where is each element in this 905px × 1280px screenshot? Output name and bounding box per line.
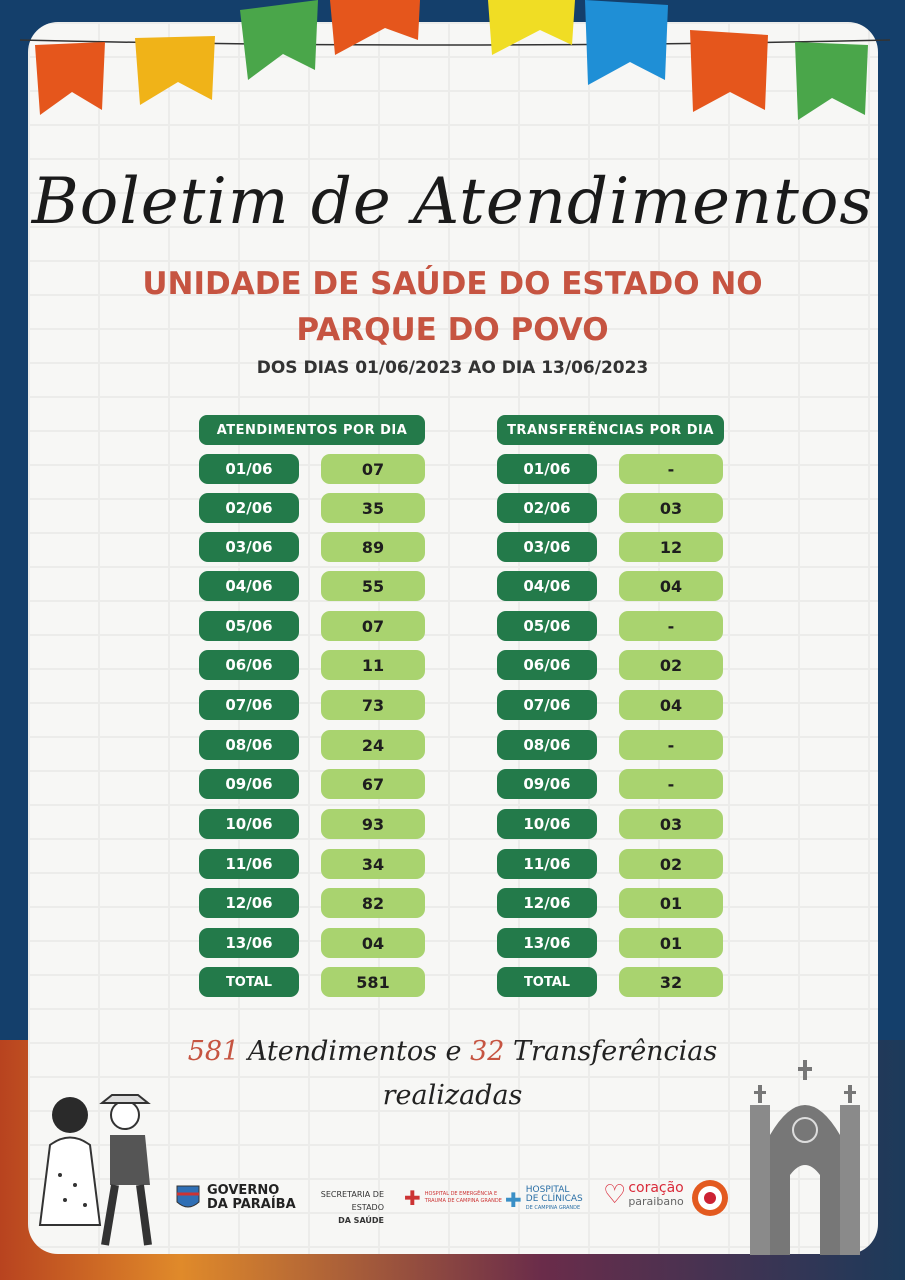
hosp2-line-1: HOSPITAL xyxy=(525,1185,570,1195)
summary-transfers-count: 32 xyxy=(470,1036,505,1067)
hosp2-line-3: DE CAMPINA GRANDE xyxy=(525,1205,581,1211)
fire-department-badge-icon xyxy=(690,1178,730,1218)
attendances-date-cell: 03/06 xyxy=(199,532,299,562)
transfers-value-cell: - xyxy=(619,769,723,799)
attendances-date-cell: TOTAL xyxy=(199,967,299,997)
date-range: DOS DIAS 01/06/2023 AO DIA 13/06/2023 xyxy=(256,358,649,378)
attendances-value-cell: 82 xyxy=(321,888,425,918)
attendances-date-cell: 02/06 xyxy=(199,493,299,523)
attendances-value-cell: 11 xyxy=(321,650,425,680)
transfers-date-cell: 07/06 xyxy=(497,690,597,720)
transfers-date-cell: 13/06 xyxy=(497,928,597,958)
transfers-value-cell: 32 xyxy=(619,967,723,997)
transfers-value-cell: - xyxy=(619,454,723,484)
summary-text-1: Atendimentos e xyxy=(239,1036,471,1067)
attendances-value-cell: 93 xyxy=(321,809,425,839)
dancing-couple-illustration xyxy=(20,1085,170,1255)
transfers-value-cell: 04 xyxy=(619,690,723,720)
coracao-line-2: paraibano xyxy=(628,1195,684,1208)
gov-line-1: GOVERNO xyxy=(207,1183,280,1198)
transfers-value-cell: 04 xyxy=(619,571,723,601)
attendances-date-cell: 07/06 xyxy=(199,690,299,720)
transfers-date-cell: 06/06 xyxy=(497,650,597,680)
paraiba-flag-icon xyxy=(175,1184,201,1212)
transfers-value-cell: 02 xyxy=(619,849,723,879)
coracao-paraibano-logo xyxy=(603,1180,684,1210)
attendances-value-cell: 24 xyxy=(321,730,425,760)
attendances-date-cell: 06/06 xyxy=(199,650,299,680)
transfers-date-cell: 05/06 xyxy=(497,611,597,641)
transfers-date-cell: 12/06 xyxy=(497,888,597,918)
bulletin-title: Boletim de Atendimentos xyxy=(31,165,874,239)
transfers-value-cell: - xyxy=(619,611,723,641)
summary-line-2: realizadas xyxy=(382,1080,523,1111)
attendances-value-cell: 07 xyxy=(321,611,425,641)
transfers-date-cell: 11/06 xyxy=(497,849,597,879)
attendances-date-cell: 08/06 xyxy=(199,730,299,760)
attendances-date-cell: 05/06 xyxy=(199,611,299,641)
attendances-date-cell: 12/06 xyxy=(199,888,299,918)
festive-bunting-flags xyxy=(0,0,905,130)
medical-cross-icon: ✚ xyxy=(404,1186,421,1210)
attendances-value-cell: 04 xyxy=(321,928,425,958)
transfers-value-cell: 01 xyxy=(619,928,723,958)
attendances-value-cell: 35 xyxy=(321,493,425,523)
transfers-value-cell: - xyxy=(619,730,723,760)
sec-line-1: SECRETARIA DE ESTADO xyxy=(320,1190,384,1212)
right-table-header: TRANSFERÊNCIAS POR DIA xyxy=(497,415,724,445)
transfers-date-cell: 04/06 xyxy=(497,571,597,601)
attendances-date-cell: 01/06 xyxy=(199,454,299,484)
summary-text-2: Transferências xyxy=(504,1036,718,1067)
attendances-value-cell: 67 xyxy=(321,769,425,799)
attendances-value-cell: 89 xyxy=(321,532,425,562)
gov-line-2: DA PARAÍBA xyxy=(207,1197,296,1212)
subtitle-line-2: PARQUE DO POVO xyxy=(296,312,609,348)
summary-attendances-count: 581 xyxy=(187,1036,240,1067)
coracao-line-1: coração xyxy=(628,1180,684,1196)
transfers-date-cell: 01/06 xyxy=(497,454,597,484)
transfers-value-cell: 03 xyxy=(619,809,723,839)
governo-paraiba-logo xyxy=(175,1184,296,1212)
heart-icon: ♡ xyxy=(603,1180,627,1210)
subtitle-line-1: UNIDADE DE SAÚDE DO ESTADO NO xyxy=(142,266,763,302)
attendances-date-cell: 13/06 xyxy=(199,928,299,958)
attendances-date-cell: 09/06 xyxy=(199,769,299,799)
secretaria-saude-logo xyxy=(292,1188,384,1227)
transfers-date-cell: 08/06 xyxy=(497,730,597,760)
attendances-date-cell: 04/06 xyxy=(199,571,299,601)
attendances-value-cell: 581 xyxy=(321,967,425,997)
transfers-date-cell: 02/06 xyxy=(497,493,597,523)
attendances-value-cell: 07 xyxy=(321,454,425,484)
transfers-date-cell: 09/06 xyxy=(497,769,597,799)
hosp2-line-2: DE CLÍNICAS xyxy=(525,1194,583,1204)
transfers-date-cell: 03/06 xyxy=(497,532,597,562)
hospital-clinicas-logo xyxy=(505,1186,583,1213)
attendances-value-cell: 34 xyxy=(321,849,425,879)
transfers-value-cell: 12 xyxy=(619,532,723,562)
attendances-value-cell: 55 xyxy=(321,571,425,601)
transfers-value-cell: 01 xyxy=(619,888,723,918)
attendances-date-cell: 11/06 xyxy=(199,849,299,879)
transfers-value-cell: 03 xyxy=(619,493,723,523)
attendances-value-cell: 73 xyxy=(321,690,425,720)
transfers-date-cell: TOTAL xyxy=(497,967,597,997)
church-illustration xyxy=(740,1055,870,1255)
hospital-trauma-logo xyxy=(404,1186,507,1210)
attendances-date-cell: 10/06 xyxy=(199,809,299,839)
sec-line-2: DA SAÚDE xyxy=(338,1216,384,1225)
left-table-header: ATENDIMENTOS POR DIA xyxy=(199,415,425,445)
transfers-value-cell: 02 xyxy=(619,650,723,680)
hosp1-text: HOSPITAL DE EMERGÊNCIA E TRAUMA DE CAMPINA GRANDE xyxy=(424,1191,502,1204)
medical-cross-icon: ✚ xyxy=(505,1187,522,1212)
transfers-date-cell: 10/06 xyxy=(497,809,597,839)
